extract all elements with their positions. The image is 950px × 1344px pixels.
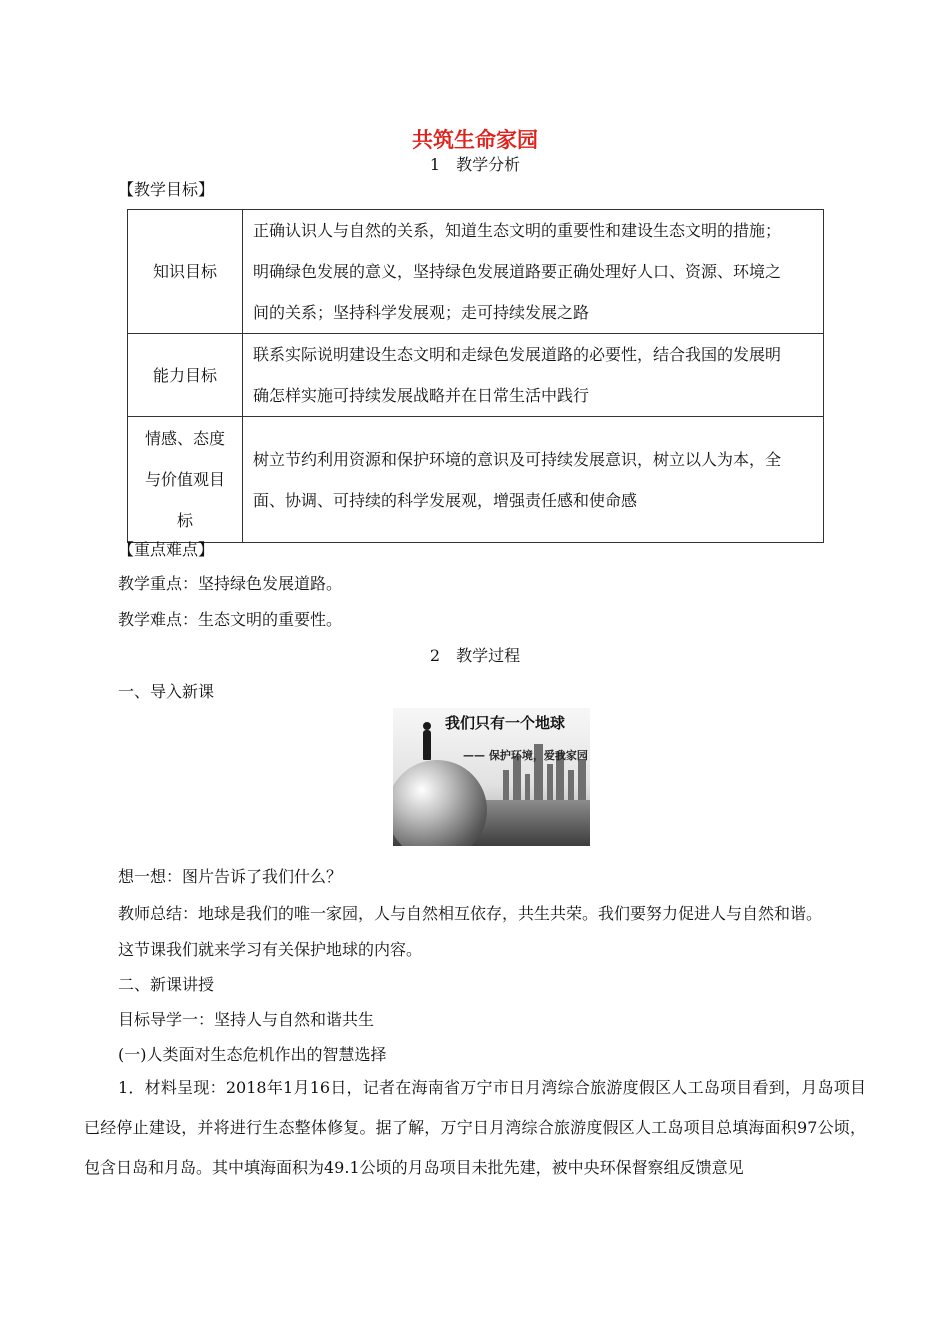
goal-content: 联系实际说明建设生态文明和走绿色发展道路的必要性，结合我国的发展明 确怎样实施可持续发展战略并在日常生活中践行 bbox=[243, 334, 824, 417]
skyline-building bbox=[578, 760, 586, 800]
part-heading-intro: 一、导入新课 bbox=[118, 682, 215, 701]
goal-label: 能力目标 bbox=[128, 334, 243, 417]
material-text: 1．材料呈现：2018年1月16日，记者在海南省万宁市日月湾综合旅游度假区人工岛项目看到，月岛项目已经停止建设，并将进行生态整体修复。据了解，万宁日月湾综合旅游度假区人工岛项目总填海面积97公顷，包含日岛和月岛。其中填海面积为49.1公顷的月岛项目未批先建，被中央环保督察组反馈意见 bbox=[84, 1078, 866, 1177]
person-head bbox=[423, 722, 431, 730]
skyline-building bbox=[547, 764, 553, 800]
poster-title: 我们只有一个地球 bbox=[445, 714, 566, 732]
sub-heading: (一)人类面对生态危机作出的智慧选择 bbox=[118, 1045, 387, 1064]
skyline-building bbox=[503, 770, 509, 800]
person-figure bbox=[423, 730, 431, 760]
table-row bbox=[128, 210, 824, 334]
earth-poster-image bbox=[393, 708, 590, 846]
goal-content: 正确认识人与自然的关系，知道生态文明的重要性和建设生态文明的措施； 明确绿色发展的意义，坚持绿色发展道路要正确处理好人口、资源、环境之 间的关系；坚持科学发展观；走可持续发展之路 bbox=[243, 210, 824, 334]
teaching-goals-table bbox=[127, 209, 824, 543]
teacher-summary-line2: 这节课我们就来学习有关保护地球的内容。 bbox=[118, 940, 423, 959]
section-heading-process: 2 教学过程 bbox=[429, 646, 521, 665]
section-heading-analysis: 1 教学分析 bbox=[429, 155, 521, 174]
document-title: 共筑生命家园 bbox=[412, 128, 538, 152]
goal-label: 情感、态度 与价值观目 标 bbox=[128, 417, 243, 543]
key-point: 教学重点：坚持绿色发展道路。 bbox=[118, 574, 343, 593]
goal-content: 树立节约利用资源和保护环境的意识及可持续发展意识，树立以人为本，全 面、协调、可持续的科学发展观，增强责任感和使命感 bbox=[243, 417, 824, 543]
goal-label: 知识目标 bbox=[128, 210, 243, 334]
globe-icon bbox=[393, 760, 487, 846]
material-paragraph bbox=[84, 1068, 866, 1188]
skyline-building bbox=[568, 770, 574, 800]
difficult-point: 教学难点：生态文明的重要性。 bbox=[118, 610, 343, 629]
part-heading-new: 二、新课讲授 bbox=[118, 975, 215, 994]
table-row bbox=[128, 334, 824, 417]
teacher-summary-line1: 教师总结：地球是我们的唯一家园，人与自然相互依存，共生共荣。我们要努力促进人与自然和谐。 bbox=[118, 904, 823, 923]
target-heading: 目标导学一：坚持人与自然和谐共生 bbox=[118, 1010, 375, 1029]
key-difficult-heading: 【重点难点】 bbox=[118, 540, 215, 559]
think-question: 想一想：图片告诉了我们什么？ bbox=[118, 867, 343, 886]
table-row bbox=[128, 417, 824, 543]
skyline-building bbox=[525, 774, 530, 800]
goals-heading: 【教学目标】 bbox=[118, 180, 215, 199]
poster-subtitle: —— 保护环境，爱我家园 bbox=[463, 749, 588, 762]
